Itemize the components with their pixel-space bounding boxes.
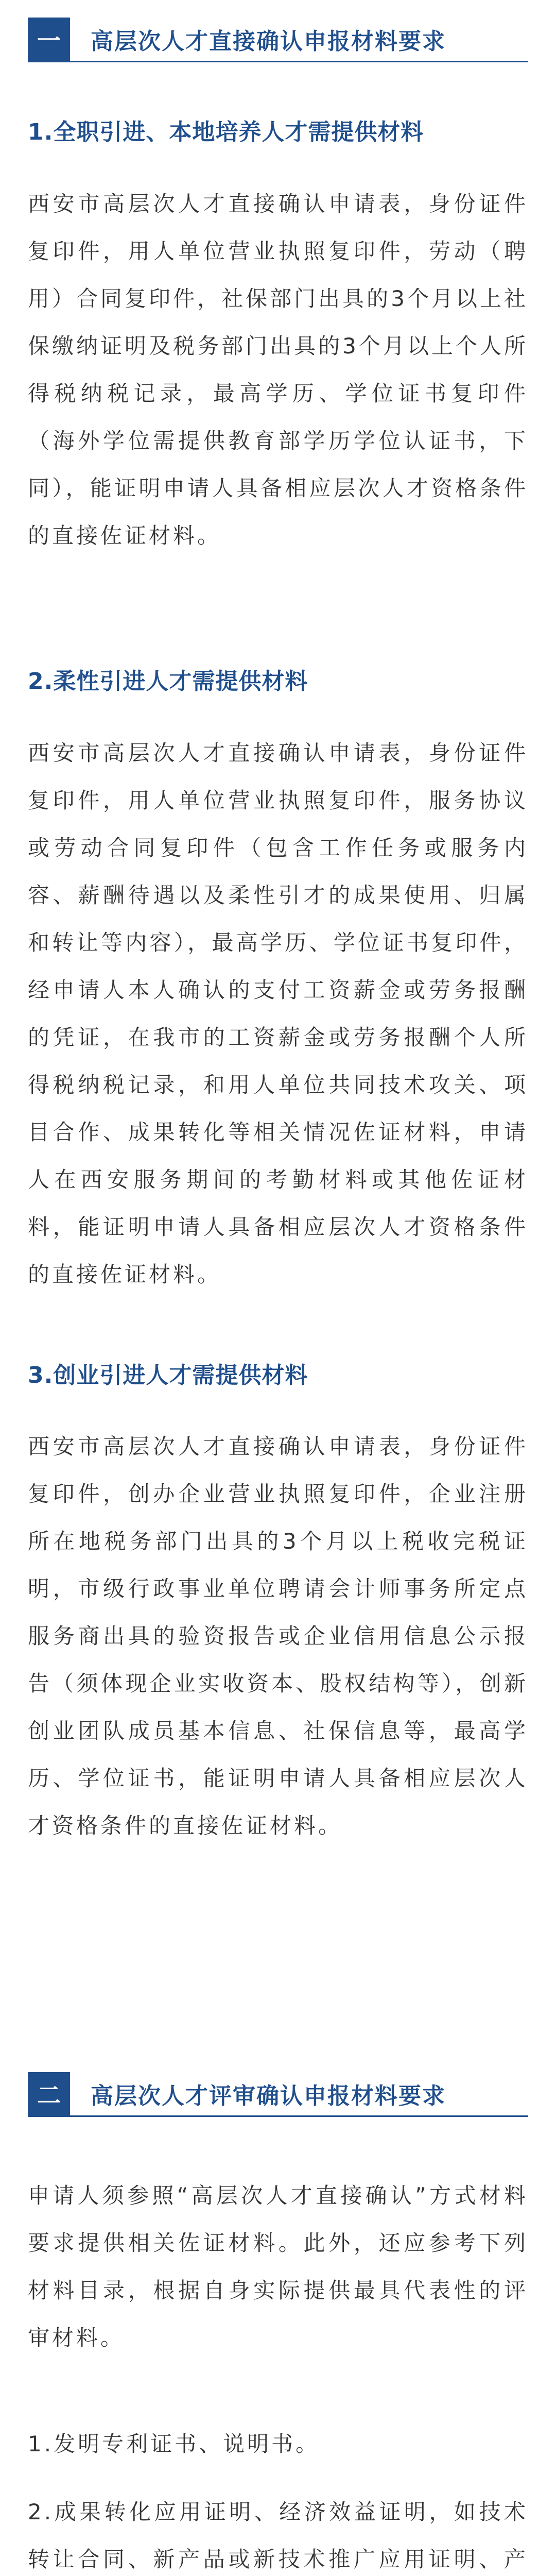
section-header-2 bbox=[28, 2072, 528, 2117]
section-header-1 bbox=[28, 18, 528, 62]
section-title: 高层次人才直接确认申报材料要求 bbox=[91, 28, 446, 55]
paragraph-review-intro: 申请人须参照“高层次人才直接确认”方式材料要求提供相关佐证材料。此外，还应参考下列材料目录，根据自身实际提供最具代表性的评审材料。 bbox=[28, 2183, 528, 2350]
review-materials-list bbox=[28, 2420, 528, 2576]
sub-heading-startup: 3.创业引进人才需提供材料 bbox=[28, 1362, 308, 1388]
paragraph-startup-materials: 西安市高层次人才直接确认申请表，身份证件复印件，创办企业营业执照复印件，企业注册所在地税务部门出具的3个月以上税收完税证明，市级行政事业单位聘请会计师事务所定点服务商出具的验资报告或企业信用信息公示报告（须体现企业实收资本、股权结构等），创新创业团队成员基本信息、社保信息等，最高学历、学位证书，能证明申请人具备相应层次人才资格条件的直接佐证材料。 bbox=[28, 1434, 528, 1838]
list-item: 1.发明专利证书、说明书。 bbox=[28, 2431, 320, 2456]
list-item: 2.成果转化应用证明、经济效益证明，如技术转让合同、新产品或新技术推广应用证明、产 bbox=[28, 2499, 528, 2572]
paragraph-fulltime-materials: 西安市高层次人才直接确认申请表，身份证件复印件，用人单位营业执照复印件，劳动（聘用）合同复印件，社保部门出具的3个月以上社保缴纳证明及税务部门出具的3个月以上个人所得税纳税记录，最高学历、学位证书复印件（海外学位需提供教育部学历学位认证书，下同），能证明申请人具备相应层次人才资格条件的直接佐证材料。 bbox=[28, 191, 528, 548]
section-title: 高层次人才评审确认申报材料要求 bbox=[91, 2083, 446, 2109]
sub-heading-fulltime: 1.全职引进、本地培养人才需提供材料 bbox=[28, 119, 424, 145]
section-number-badge: 二 bbox=[28, 2072, 70, 2115]
paragraph-flexible-materials: 西安市高层次人才直接确认申请表，身份证件复印件，用人单位营业执照复印件，服务协议或劳动合同复印件（包含工作任务或服务内容、薪酬待遇以及柔性引才的成果使用、归属和转让等内容），最高学历、学位证书复印件，经申请人本人确认的支付工资薪金或劳务报酬的凭证，在我市的工资薪金或劳务报酬个人所得税纳税记录，和用人单位共同技术攻关、项目合作、成果转化等相关情况佐证材料，申请人在西安服务期间的考勤材料或其他佐证材料，能证明申请人具备相应层次人才资格条件的直接佐证材料。 bbox=[28, 740, 528, 1287]
sub-heading-flexible: 2.柔性引进人才需提供材料 bbox=[28, 668, 308, 694]
section-number-badge: 一 bbox=[28, 18, 70, 61]
